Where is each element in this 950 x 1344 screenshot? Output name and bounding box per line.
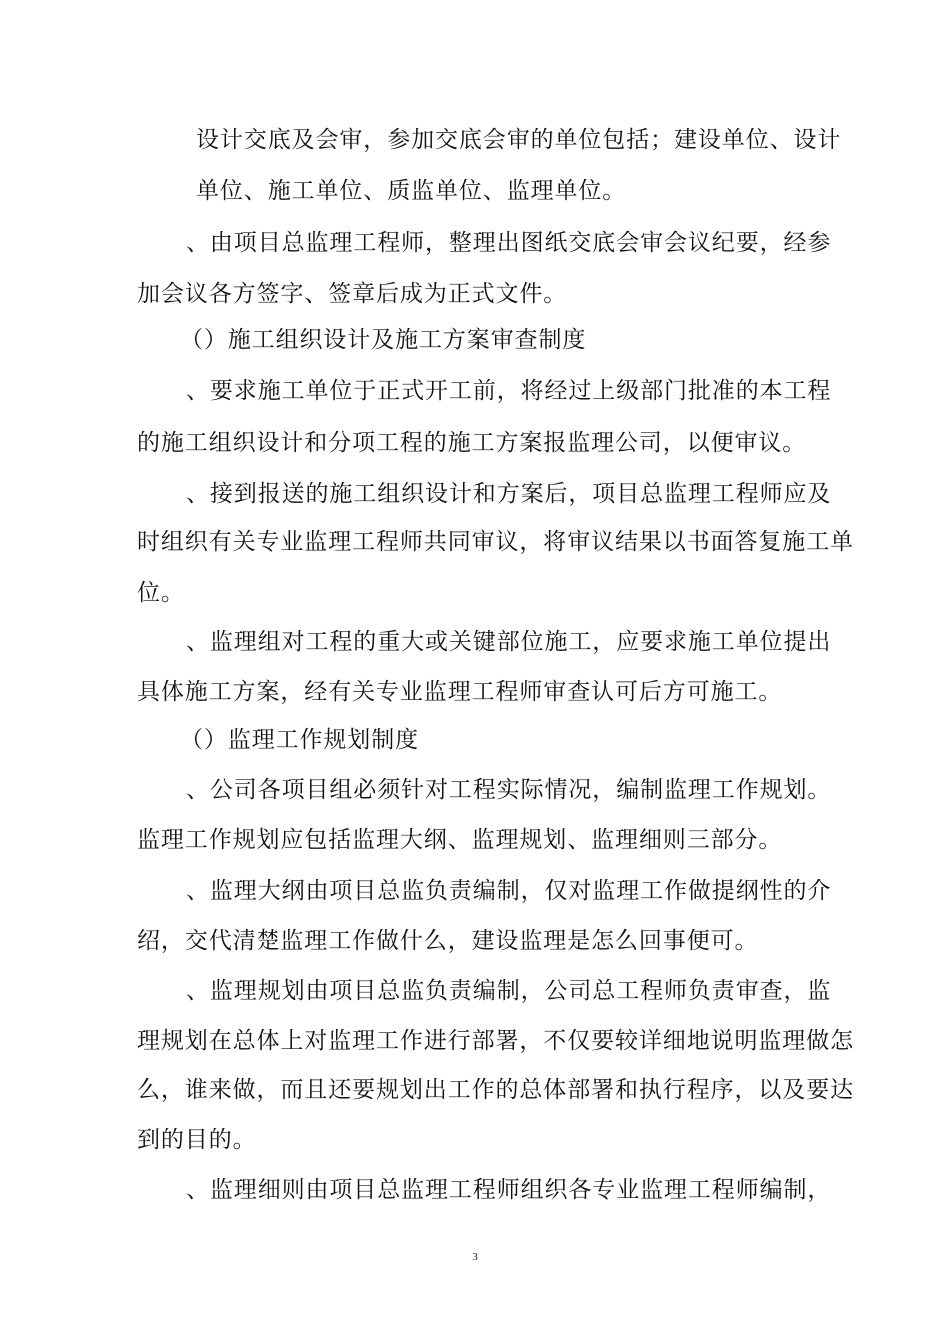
text-line-6: 、要求施工单位于正式开工前，将经过上级部门批准的本工程 (186, 378, 832, 404)
text-line-1: 设计交底及会审，参加交底会审的单位包括；建设单位、设计 (196, 127, 842, 153)
text-line-18: 、监理规划由项目总监负责编制，公司总工程师负责审查，监 (186, 978, 832, 1004)
text-line-22: 、监理细则由项目总监理工程师组织各专业监理工程师编制， (186, 1177, 832, 1203)
section-heading-construction-plan: （）施工组织设计及施工方案审查制度 (180, 327, 587, 353)
text-line-9: 时组织有关专业监理工程师共同审议，将审议结果以书面答复施工单 (137, 529, 854, 555)
text-line-19: 理规划在总体上对监理工作进行部署，不仅要较详细地说明监理做怎 (137, 1028, 854, 1054)
text-line-3: 、由项目总监理工程师，整理出图纸交底会审会议纪要，经参 (186, 230, 832, 256)
text-line-17: 绍，交代清楚监理工作做什么，建设监理是怎么回事便可。 (137, 928, 759, 954)
text-line-10: 位。 (137, 580, 185, 606)
text-line-20: 么，谁来做，而且还要规划出工作的总体部署和执行程序，以及要达 (137, 1077, 854, 1103)
text-line-21: 到的目的。 (137, 1127, 257, 1153)
text-line-8: 、接到报送的施工组织设计和方案后，项目总监理工程师应及 (186, 481, 832, 507)
text-line-7: 的施工组织设计和分项工程的施工方案报监理公司，以便审议。 (137, 430, 807, 456)
text-line-12: 具体施工方案，经有关专业监理工程师审查认可后方可施工。 (137, 679, 783, 705)
text-line-16: 、监理大纲由项目总监负责编制，仅对监理工作做提纲性的介 (186, 878, 832, 904)
page-number: 3 (472, 1251, 478, 1263)
text-line-15: 监理工作规划应包括监理大纲、监理规划、监理细则三部分。 (137, 827, 783, 853)
section-heading-work-planning: （）监理工作规划制度 (180, 727, 419, 753)
text-line-4: 加会议各方签字、签章后成为正式文件。 (137, 281, 568, 307)
text-line-2: 单位、施工单位、质监单位、监理单位。 (196, 178, 627, 204)
text-line-11: 、监理组对工程的重大或关键部位施工，应要求施工单位提出 (186, 629, 832, 655)
text-line-14: 、公司各项目组必须针对工程实际情况，编制监理工作规划。 (186, 777, 832, 803)
